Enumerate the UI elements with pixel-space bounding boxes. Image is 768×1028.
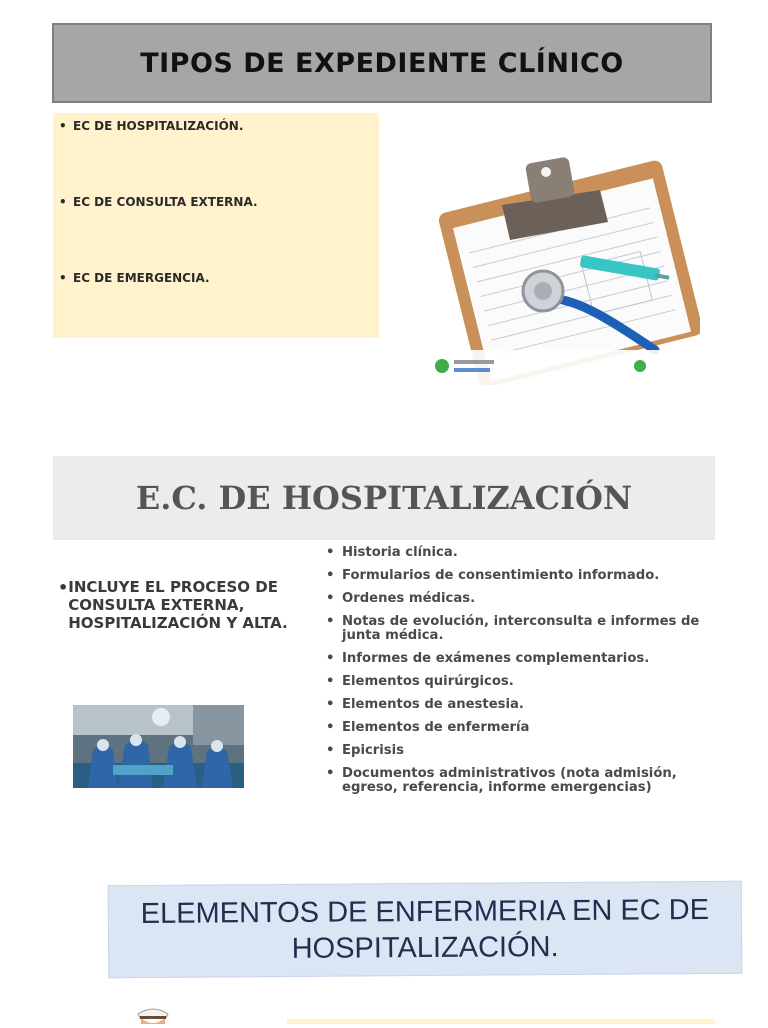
list-item: • Elementos de enfermería xyxy=(326,720,530,735)
list-item: • Elementos de anestesia. xyxy=(326,697,524,712)
list-item: • Notas de evolución, interconsulta e informes de junta médica. xyxy=(326,614,700,643)
bottom-yellow-box xyxy=(287,1019,715,1024)
nurse-icon xyxy=(132,1004,174,1024)
slide1-title-bar xyxy=(52,23,712,103)
list-item: • EC DE CONSULTA EXTERNA. xyxy=(59,195,258,209)
list-item: • Ordenes médicas. xyxy=(326,591,476,606)
operating-room-image xyxy=(73,705,244,788)
hospitalization-elements-list xyxy=(326,546,706,804)
clipboard-image xyxy=(430,150,700,385)
types-box xyxy=(53,113,379,338)
type-label: EC DE EMERGENCIA. xyxy=(73,271,210,285)
list-item: • Documentos administrativos (nota admisión, egreso, referencia, informe emergencias) xyxy=(326,766,677,795)
list-item: • Epicrisis xyxy=(326,743,405,758)
slide1-title: TIPOS DE EXPEDIENTE CLÍNICO xyxy=(140,47,624,79)
types-list xyxy=(59,119,258,347)
slide3-title-bar xyxy=(108,881,743,978)
type-label: EC DE CONSULTA EXTERNA. xyxy=(73,195,258,209)
list-item: • EC DE EMERGENCIA. xyxy=(59,271,210,285)
list-item: • Historia clínica. xyxy=(326,545,458,560)
incluye-block: • INCLUYE EL PROCESO DE CONSULTA EXTERNA, HOSPITALIZACIÓN Y ALTA. xyxy=(58,578,308,632)
incluye-text: INCLUYE EL PROCESO DE CONSULTA EXTERNA, HOSPITALIZACIÓN Y ALTA. xyxy=(68,578,288,632)
operating-room-surgeons-icon xyxy=(73,705,244,788)
slide3-title: ELEMENTOS DE ENFERMERIA EN EC DE HOSPITALIZACIÓN. xyxy=(140,893,710,965)
clipboard-stethoscope-syringe-icon xyxy=(430,150,700,385)
list-item: • Formularios de consentimiento informado. xyxy=(326,568,660,583)
list-item: • EC DE HOSPITALIZACIÓN. xyxy=(59,119,244,133)
slide2-title-bar xyxy=(53,456,715,540)
slide2-title: E.C. DE HOSPITALIZACIÓN xyxy=(135,479,633,517)
nurse-image xyxy=(132,1004,174,1024)
list-item: • Informes de exámenes complementarios. xyxy=(326,651,650,666)
list-item: • Elementos quirúrgicos. xyxy=(326,674,514,689)
type-label: EC DE HOSPITALIZACIÓN. xyxy=(73,119,244,133)
